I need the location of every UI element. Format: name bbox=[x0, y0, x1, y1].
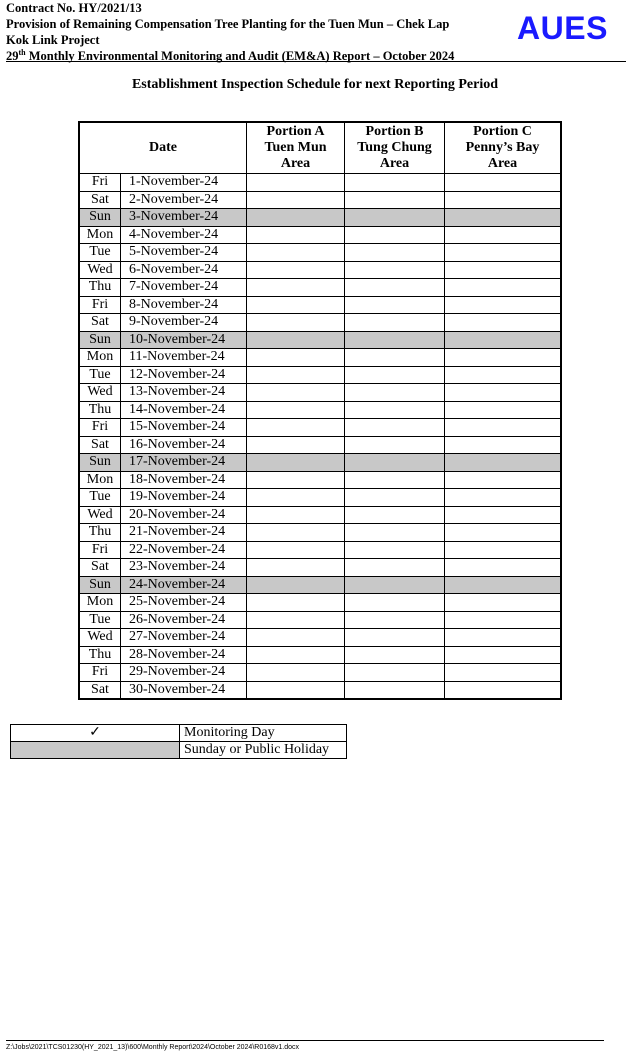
day-cell: Sat bbox=[79, 314, 121, 332]
portion-b-name: Tung Chung bbox=[357, 140, 432, 155]
portion-a-cell bbox=[247, 209, 345, 227]
portion-a-area: Area bbox=[280, 156, 311, 171]
table-row bbox=[79, 174, 561, 192]
legend-row-holiday bbox=[11, 742, 347, 759]
portion-a-cell bbox=[247, 681, 345, 699]
table-row bbox=[79, 576, 561, 594]
portion-c-cell bbox=[445, 664, 562, 682]
date-cell: 3-November-24 bbox=[121, 209, 247, 227]
portion-b-header bbox=[345, 122, 445, 174]
table-row bbox=[79, 296, 561, 314]
portion-a-cell bbox=[247, 541, 345, 559]
table-row bbox=[79, 471, 561, 489]
portion-c-cell bbox=[445, 611, 562, 629]
portion-a-cell bbox=[247, 419, 345, 437]
day-cell: Thu bbox=[79, 279, 121, 297]
day-cell: Fri bbox=[79, 419, 121, 437]
project-title-line1: Provision of Remaining Compensation Tree Planting for the Tuen Mun – Chek Lap bbox=[6, 17, 450, 31]
date-cell: 18-November-24 bbox=[121, 471, 247, 489]
date-cell: 28-November-24 bbox=[121, 646, 247, 664]
day-cell: Thu bbox=[79, 524, 121, 542]
portion-b-cell bbox=[345, 244, 445, 262]
date-cell: 10-November-24 bbox=[121, 331, 247, 349]
portion-c-cell bbox=[445, 559, 562, 577]
portion-b-cell bbox=[345, 524, 445, 542]
portion-a-cell bbox=[247, 314, 345, 332]
portion-a-cell bbox=[247, 401, 345, 419]
table-row bbox=[79, 226, 561, 244]
table-row bbox=[79, 261, 561, 279]
table-row bbox=[79, 489, 561, 507]
day-cell: Sun bbox=[79, 331, 121, 349]
day-cell: Wed bbox=[79, 506, 121, 524]
day-cell: Wed bbox=[79, 384, 121, 402]
day-cell: Mon bbox=[79, 594, 121, 612]
day-cell: Sat bbox=[79, 191, 121, 209]
table-row bbox=[79, 454, 561, 472]
portion-a-cell bbox=[247, 191, 345, 209]
table-row bbox=[79, 419, 561, 437]
legend-table bbox=[10, 724, 347, 759]
portion-b-cell bbox=[345, 436, 445, 454]
portion-a-cell bbox=[247, 384, 345, 402]
date-cell: 5-November-24 bbox=[121, 244, 247, 262]
portion-c-cell bbox=[445, 506, 562, 524]
portion-b-cell bbox=[345, 454, 445, 472]
portion-b-cell bbox=[345, 366, 445, 384]
schedule-body bbox=[79, 174, 561, 700]
date-cell: 26-November-24 bbox=[121, 611, 247, 629]
day-cell: Sun bbox=[79, 209, 121, 227]
date-cell: 1-November-24 bbox=[121, 174, 247, 192]
table-row bbox=[79, 506, 561, 524]
portion-b-cell bbox=[345, 226, 445, 244]
table-row bbox=[79, 559, 561, 577]
portion-a-cell bbox=[247, 226, 345, 244]
portion-a-header bbox=[247, 122, 345, 174]
portion-a-cell bbox=[247, 489, 345, 507]
portion-b-cell bbox=[345, 261, 445, 279]
portion-c-cell bbox=[445, 366, 562, 384]
day-cell: Fri bbox=[79, 664, 121, 682]
portion-c-cell bbox=[445, 646, 562, 664]
portion-b-cell bbox=[345, 629, 445, 647]
portion-a-cell bbox=[247, 261, 345, 279]
day-cell: Sat bbox=[79, 559, 121, 577]
portion-a-cell bbox=[247, 366, 345, 384]
document-header bbox=[6, 0, 496, 64]
portion-c-cell bbox=[445, 279, 562, 297]
date-cell: 9-November-24 bbox=[121, 314, 247, 332]
portion-a-cell bbox=[247, 331, 345, 349]
day-cell: Mon bbox=[79, 349, 121, 367]
day-cell: Thu bbox=[79, 401, 121, 419]
portion-a-cell bbox=[247, 436, 345, 454]
portion-c-cell bbox=[445, 454, 562, 472]
table-header-row bbox=[79, 122, 561, 174]
portion-b-cell bbox=[345, 296, 445, 314]
portion-b-cell bbox=[345, 506, 445, 524]
date-header: Date bbox=[79, 122, 247, 174]
date-cell: 25-November-24 bbox=[121, 594, 247, 612]
table-row bbox=[79, 349, 561, 367]
portion-c-area: Area bbox=[487, 156, 518, 171]
date-cell: 30-November-24 bbox=[121, 681, 247, 699]
portion-a-cell bbox=[247, 594, 345, 612]
portion-b-cell bbox=[345, 314, 445, 332]
portion-c-cell bbox=[445, 349, 562, 367]
table-row bbox=[79, 191, 561, 209]
portion-c-cell bbox=[445, 524, 562, 542]
portion-c-cell bbox=[445, 191, 562, 209]
portion-c-cell bbox=[445, 401, 562, 419]
table-row bbox=[79, 384, 561, 402]
report-number-suffix: th bbox=[18, 47, 26, 57]
portion-c-cell bbox=[445, 261, 562, 279]
portion-a-cell bbox=[247, 664, 345, 682]
date-cell: 6-November-24 bbox=[121, 261, 247, 279]
day-cell: Wed bbox=[79, 261, 121, 279]
table-row bbox=[79, 629, 561, 647]
portion-b-cell bbox=[345, 331, 445, 349]
portion-a-cell bbox=[247, 454, 345, 472]
date-cell: 15-November-24 bbox=[121, 419, 247, 437]
date-cell: 4-November-24 bbox=[121, 226, 247, 244]
day-cell: Sun bbox=[79, 576, 121, 594]
day-cell: Thu bbox=[79, 646, 121, 664]
aues-logo: AUES bbox=[517, 10, 608, 46]
date-cell: 23-November-24 bbox=[121, 559, 247, 577]
portion-c-cell bbox=[445, 471, 562, 489]
portion-c-cell bbox=[445, 681, 562, 699]
date-cell: 24-November-24 bbox=[121, 576, 247, 594]
portion-a-name: Tuen Mun bbox=[264, 140, 327, 155]
check-icon: ✓ bbox=[11, 725, 180, 742]
table-row bbox=[79, 541, 561, 559]
portion-b-label: Portion B bbox=[365, 124, 424, 139]
portion-b-cell bbox=[345, 646, 445, 664]
portion-a-cell bbox=[247, 559, 345, 577]
portion-a-cell bbox=[247, 506, 345, 524]
day-cell: Tue bbox=[79, 611, 121, 629]
portion-b-cell bbox=[345, 471, 445, 489]
portion-c-cell bbox=[445, 436, 562, 454]
header-divider bbox=[6, 61, 626, 62]
table-row bbox=[79, 401, 561, 419]
table-row bbox=[79, 314, 561, 332]
report-number: 29 bbox=[6, 49, 19, 63]
date-cell: 19-November-24 bbox=[121, 489, 247, 507]
portion-c-cell bbox=[445, 576, 562, 594]
portion-a-cell bbox=[247, 646, 345, 664]
table-row bbox=[79, 524, 561, 542]
day-cell: Sun bbox=[79, 454, 121, 472]
portion-c-cell bbox=[445, 331, 562, 349]
portion-a-cell bbox=[247, 471, 345, 489]
portion-c-name: Penny’s Bay bbox=[465, 140, 540, 155]
date-cell: 14-November-24 bbox=[121, 401, 247, 419]
day-cell: Sat bbox=[79, 436, 121, 454]
portion-b-cell bbox=[345, 209, 445, 227]
portion-c-label: Portion C bbox=[473, 124, 532, 139]
portion-c-cell bbox=[445, 226, 562, 244]
portion-b-cell bbox=[345, 611, 445, 629]
portion-a-cell bbox=[247, 174, 345, 192]
portion-a-cell bbox=[247, 611, 345, 629]
day-cell: Fri bbox=[79, 174, 121, 192]
portion-b-cell bbox=[345, 174, 445, 192]
date-cell: 7-November-24 bbox=[121, 279, 247, 297]
portion-b-cell bbox=[345, 384, 445, 402]
date-cell: 8-November-24 bbox=[121, 296, 247, 314]
portion-a-label: Portion A bbox=[266, 124, 325, 139]
day-cell: Tue bbox=[79, 366, 121, 384]
legend-holiday-swatch bbox=[11, 742, 180, 759]
portion-a-cell bbox=[247, 524, 345, 542]
page-title: Establishment Inspection Schedule for next Reporting Period bbox=[131, 77, 499, 92]
portion-c-cell bbox=[445, 314, 562, 332]
table-row bbox=[79, 436, 561, 454]
portion-b-cell bbox=[345, 576, 445, 594]
portion-b-cell bbox=[345, 349, 445, 367]
portion-c-cell bbox=[445, 384, 562, 402]
portion-b-cell bbox=[345, 489, 445, 507]
legend-holiday-label: Sunday or Public Holiday bbox=[180, 742, 347, 759]
date-cell: 20-November-24 bbox=[121, 506, 247, 524]
portion-b-cell bbox=[345, 401, 445, 419]
table-row bbox=[79, 331, 561, 349]
portion-a-cell bbox=[247, 279, 345, 297]
table-row bbox=[79, 646, 561, 664]
table-row bbox=[79, 279, 561, 297]
date-cell: 29-November-24 bbox=[121, 664, 247, 682]
date-cell: 13-November-24 bbox=[121, 384, 247, 402]
portion-a-cell bbox=[247, 244, 345, 262]
portion-a-cell bbox=[247, 576, 345, 594]
day-cell: Fri bbox=[79, 541, 121, 559]
portion-c-cell bbox=[445, 541, 562, 559]
portion-c-cell bbox=[445, 296, 562, 314]
portion-c-cell bbox=[445, 174, 562, 192]
portion-c-cell bbox=[445, 629, 562, 647]
portion-c-cell bbox=[445, 419, 562, 437]
table-row bbox=[79, 664, 561, 682]
date-cell: 2-November-24 bbox=[121, 191, 247, 209]
footer-divider bbox=[6, 1040, 604, 1041]
portion-b-cell bbox=[345, 664, 445, 682]
table-row bbox=[79, 209, 561, 227]
legend-row-monitoring bbox=[11, 725, 347, 742]
project-title-line2: Kok Link Project bbox=[6, 33, 100, 47]
portion-a-cell bbox=[247, 629, 345, 647]
table-row bbox=[79, 244, 561, 262]
portion-b-cell bbox=[345, 419, 445, 437]
day-cell: Tue bbox=[79, 489, 121, 507]
portion-b-cell bbox=[345, 559, 445, 577]
portion-b-cell bbox=[345, 279, 445, 297]
date-cell: 11-November-24 bbox=[121, 349, 247, 367]
table-row bbox=[79, 611, 561, 629]
portion-c-cell bbox=[445, 489, 562, 507]
portion-a-cell bbox=[247, 296, 345, 314]
portion-b-cell bbox=[345, 191, 445, 209]
table-row bbox=[79, 594, 561, 612]
portion-b-area: Area bbox=[379, 156, 410, 171]
portion-c-cell bbox=[445, 244, 562, 262]
date-cell: 12-November-24 bbox=[121, 366, 247, 384]
portion-c-cell bbox=[445, 594, 562, 612]
date-cell: 22-November-24 bbox=[121, 541, 247, 559]
portion-c-cell bbox=[445, 209, 562, 227]
portion-b-cell bbox=[345, 541, 445, 559]
day-cell: Sat bbox=[79, 681, 121, 699]
day-cell: Mon bbox=[79, 226, 121, 244]
portion-b-cell bbox=[345, 594, 445, 612]
contract-number: Contract No. HY/2021/13 bbox=[6, 1, 142, 15]
day-cell: Mon bbox=[79, 471, 121, 489]
portion-b-cell bbox=[345, 681, 445, 699]
day-cell: Tue bbox=[79, 244, 121, 262]
date-cell: 21-November-24 bbox=[121, 524, 247, 542]
date-cell: 16-November-24 bbox=[121, 436, 247, 454]
file-path-footer: Z:\Jobs\2021\TCS01230(HY_2021_13)\600\Monthly Report\2024\October 2024\R0168v1.docx bbox=[6, 1044, 300, 1051]
inspection-schedule-table bbox=[78, 121, 562, 700]
date-cell: 17-November-24 bbox=[121, 454, 247, 472]
portion-a-cell bbox=[247, 349, 345, 367]
day-cell: Fri bbox=[79, 296, 121, 314]
day-cell: Wed bbox=[79, 629, 121, 647]
portion-c-header bbox=[445, 122, 562, 174]
legend-monitoring-label: Monitoring Day bbox=[180, 725, 347, 742]
date-cell: 27-November-24 bbox=[121, 629, 247, 647]
table-row bbox=[79, 366, 561, 384]
table-row bbox=[79, 681, 561, 699]
report-title-text: Monthly Environmental Monitoring and Audit (EM&A) Report – October 2024 bbox=[25, 49, 455, 63]
